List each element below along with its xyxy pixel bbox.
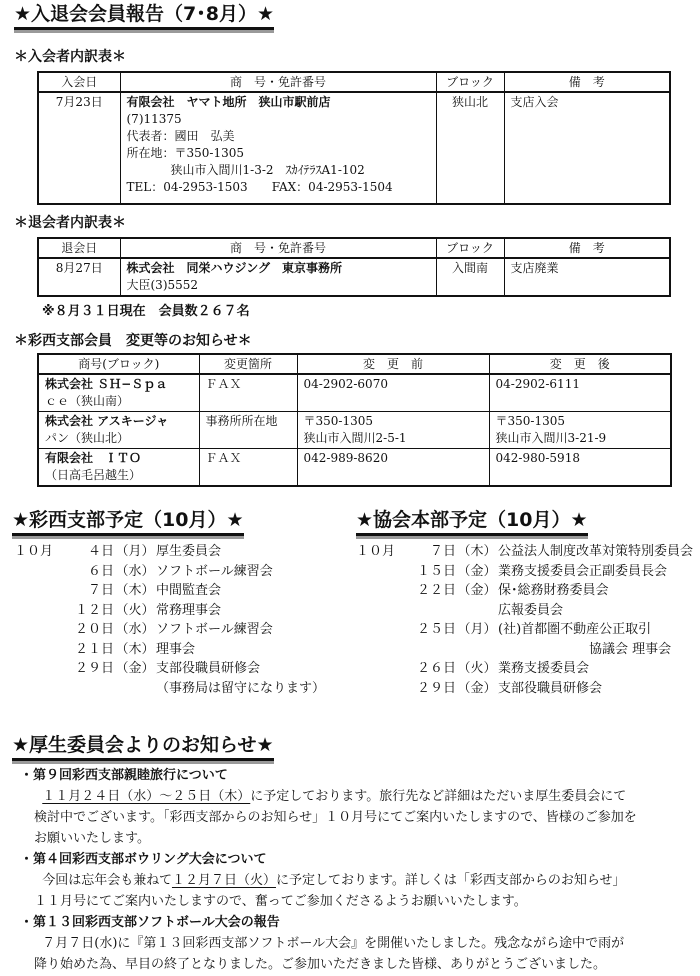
schedule-day: ７日 <box>87 583 114 598</box>
schedule-item <box>14 679 325 699</box>
notice-text: 検討中でございます。「彩西支部からのお知らせ」１０月号にてご案内いたしますので、皆様のご参加を <box>34 810 637 825</box>
schedule-weekday: （火） <box>457 661 497 676</box>
schedule-month <box>14 679 70 699</box>
schedule-weekday: （金） <box>457 583 497 598</box>
schedule-item <box>14 601 325 621</box>
schedule-event: 業務支援委員会正副委員長会 <box>498 563 668 579</box>
schedule-month <box>14 601 70 621</box>
table-row <box>38 412 671 449</box>
notice-heading: ・第４回彩西支部ボウリング大会について <box>20 852 267 867</box>
join-table-heading: ＊入会者内訳表＊ <box>14 49 126 65</box>
before-value: 042-989-8620 <box>303 451 388 465</box>
schedule-event: 公益法人制度改革対策特別委員会 <box>498 544 694 559</box>
after-cell <box>489 374 671 412</box>
schedule-day: ４日 <box>87 544 114 559</box>
after-value: 04-2902-6111 <box>495 377 580 391</box>
schedule-day: １５日 <box>416 563 456 579</box>
notice-text: お願いいたします。 <box>34 831 150 846</box>
notice-text: ７月７日(水)に『第１３回彩西支部ソフトボール大会』を開催いたしました。残念ながら途中で雨が <box>42 936 625 951</box>
schedule-event: 協議会 理事会 <box>498 641 672 657</box>
before-value: 〒350-1305 <box>303 414 373 428</box>
address-line: 狭山市入間川1-3-2 ｽｶｲﾃﾗｽA1-102 <box>170 163 365 177</box>
table-row <box>38 92 670 204</box>
schedule-day: ２１日 <box>74 641 114 657</box>
schedule-month: １０月 <box>356 544 396 559</box>
schedule-day: ６日 <box>87 563 114 579</box>
col-header-company: 商 号・免許番号 <box>120 72 436 92</box>
schedule-event: 理事会 <box>156 641 196 657</box>
notice-paragraph <box>20 870 680 912</box>
before-cell <box>297 449 489 487</box>
schedule-item <box>356 562 693 582</box>
schedule-item <box>14 562 325 582</box>
schedule-item <box>356 620 693 640</box>
before-value: 04-2902-6070 <box>303 377 388 391</box>
change-table-heading: ＊彩西支部会員 変更等のお知らせ＊ <box>14 333 252 349</box>
company-cell <box>38 449 199 487</box>
schedule-event: 支部役職員研修会 <box>498 680 603 696</box>
schedule-weekday: （金） <box>115 661 155 676</box>
schedule-month <box>14 659 70 679</box>
after-value: 042-980-5918 <box>495 451 580 465</box>
schedule-item <box>356 601 693 621</box>
col-header-block: ブロック <box>436 72 504 92</box>
bowling-date: １２月７日（火） <box>171 873 276 888</box>
after-cell <box>489 449 671 487</box>
leave-table-heading: ＊退会者内訳表＊ <box>14 215 126 231</box>
schedule-month <box>14 581 70 601</box>
before-cell <box>297 374 489 412</box>
after-value-line2: 狭山市入間川3-21-9 <box>495 431 607 445</box>
block: 入間南 <box>436 258 504 296</box>
welfare-notice-body <box>20 765 680 975</box>
schedule-event: (社)首都圏不動産公正取引 <box>498 622 652 637</box>
schedule-day: ２２日 <box>416 583 456 598</box>
hq-schedule <box>356 542 693 698</box>
join-table <box>37 71 671 205</box>
contact: TEL：04-2953-1503 FAX：04-2953-1504 <box>126 180 393 194</box>
col-header-company: 商 号・免許番号 <box>120 238 436 258</box>
schedule-day: ２９日 <box>74 661 114 676</box>
col-header-company: 商号(ブロック) <box>38 354 199 374</box>
schedule-day: ２９日 <box>416 680 456 696</box>
license-number: (7)11375 <box>126 112 182 126</box>
schedule-weekday: （金） <box>457 680 497 696</box>
schedule-weekday: （水） <box>115 563 155 579</box>
schedule-event: ソフトボール練習会 <box>156 563 273 579</box>
schedule-event: 保･総務財務委員会 <box>498 583 609 598</box>
notice-text: 今回は忘年会も兼ねて <box>42 873 172 888</box>
schedule-weekday <box>114 679 156 699</box>
table-row <box>38 258 670 296</box>
changed-field: ＦＡＸ <box>199 449 297 487</box>
schedule-item <box>14 581 325 601</box>
schedule-weekday: （水） <box>115 622 155 637</box>
join-date: 7月23日 <box>38 92 120 204</box>
schedule-day <box>412 601 456 621</box>
before-cell <box>297 412 489 449</box>
schedule-event: 広報委員会 <box>498 602 564 618</box>
note: 支店入会 <box>504 92 670 204</box>
schedule-month <box>356 679 412 699</box>
schedule-item <box>356 659 693 679</box>
company-name: 有限会社 ヤマト地所 狭山市駅前店 <box>126 95 331 109</box>
company-name: 有限会社 ＩＴＯ <box>45 451 142 465</box>
notice-paragraph <box>20 933 680 975</box>
schedule-item <box>356 640 693 660</box>
schedule-month <box>356 659 412 679</box>
schedule-weekday: （木） <box>115 583 155 598</box>
schedule-event: 中間監査会 <box>156 583 222 598</box>
schedule-month <box>14 620 70 640</box>
notice-heading: ・第１３回彩西支部ソフトボール大会の報告 <box>20 915 280 930</box>
schedule-weekday: （金） <box>457 563 497 579</box>
col-header-after: 変 更 後 <box>489 354 671 374</box>
schedule-month <box>356 620 412 640</box>
schedule-item <box>14 620 325 640</box>
schedule-day: １２日 <box>74 602 114 618</box>
hq-schedule-title: ★協会本部予定（10月）★ <box>356 508 588 536</box>
schedule-weekday: （木） <box>457 544 497 559</box>
col-header-note: 備 考 <box>504 238 670 258</box>
schedule-month <box>14 562 70 582</box>
changed-field: ＦＡＸ <box>199 374 297 412</box>
company-name-cont: パン（狭山北） <box>45 431 130 445</box>
company-cell <box>38 412 199 449</box>
leave-table <box>37 237 671 297</box>
schedule-weekday: （木） <box>115 641 155 657</box>
schedule-day: ２６日 <box>416 661 456 676</box>
col-header-leave-date: 退会日 <box>38 238 120 258</box>
schedule-day <box>70 679 114 699</box>
notice-paragraph <box>20 786 680 849</box>
before-value-line2: 狭山市入間川2-5-1 <box>303 431 407 445</box>
changed-field: 事務所所在地 <box>199 412 297 449</box>
col-header-join-date: 入会日 <box>38 72 120 92</box>
after-cell <box>489 412 671 449</box>
notice-text: に予定しております。旅行先など詳細はただいま厚生委員会にて <box>250 789 627 804</box>
schedule-item <box>356 581 693 601</box>
schedule-event: 厚生委員会 <box>156 544 222 559</box>
change-table <box>37 353 672 487</box>
schedule-month <box>356 640 412 660</box>
schedule-month <box>356 562 412 582</box>
notice-text: に予定しております。詳しくは「彩西支部からのお知らせ」 <box>275 873 626 888</box>
company-name-cont: （日高毛呂越生） <box>45 468 142 482</box>
schedule-weekday: （月） <box>115 544 155 559</box>
company-name: 株式会社 アスキージャ <box>45 414 169 428</box>
member-count-note: ※８月３１日現在 会員数２６７名 <box>42 304 250 319</box>
schedule-event: 支部役職員研修会 <box>156 661 261 676</box>
table-row <box>38 374 671 412</box>
schedule-weekday <box>456 601 498 621</box>
branch-schedule <box>14 542 325 698</box>
schedule-weekday <box>456 640 498 660</box>
schedule-day: ２０日 <box>74 622 114 637</box>
notice-text: 降り始めた為、早目の終了となりました。ご参加いただきました皆様、ありがとうございました。 <box>34 957 607 972</box>
schedule-day: ７日 <box>429 544 456 559</box>
notice-heading: ・第９回彩西支部親睦旅行について <box>20 768 228 783</box>
after-value: 〒350-1305 <box>495 414 565 428</box>
schedule-event: 業務支援委員会 <box>498 661 590 676</box>
schedule-item <box>356 542 693 562</box>
notice-text: １１月号にてご案内いたしますので、奮ってご参加くださるようお願いいたします。 <box>34 894 527 909</box>
schedule-month <box>356 601 412 621</box>
schedule-item <box>14 659 325 679</box>
schedule-month <box>14 640 70 660</box>
note: 支店廃業 <box>504 258 670 296</box>
trip-dates: １１月２４日（水）～２５日（木） <box>42 789 251 804</box>
col-header-field: 変更箇所 <box>199 354 297 374</box>
schedule-item <box>356 679 693 699</box>
company-name: 株式会社 ＳＨ−Ｓｐａ <box>45 377 168 391</box>
table-row <box>38 449 671 487</box>
report-title: ★入退会会員報告（7･8月）★ <box>14 2 274 30</box>
company-name-cont: ｃｅ（狭山南） <box>45 394 130 408</box>
col-header-block: ブロック <box>436 238 504 258</box>
company-cell <box>38 374 199 412</box>
representative: 代表者：國田 弘美 <box>126 129 235 143</box>
schedule-event: ソフトボール練習会 <box>156 622 273 637</box>
company-name: 株式会社 同栄ハウジング 東京事務所 <box>126 261 342 275</box>
company-cell <box>120 258 436 296</box>
schedule-day: ２５日 <box>416 622 456 637</box>
block: 狭山北 <box>436 92 504 204</box>
license-number: 大臣(3)5552 <box>126 278 199 292</box>
schedule-weekday: （月） <box>457 622 497 637</box>
schedule-month: １０月 <box>14 544 54 559</box>
company-cell <box>120 92 436 204</box>
schedule-day <box>412 640 456 660</box>
col-header-before: 変 更 前 <box>297 354 489 374</box>
col-header-note: 備 考 <box>504 72 670 92</box>
schedule-weekday: （火） <box>115 602 155 618</box>
schedule-month <box>356 581 412 601</box>
address-label: 所在地：〒350-1305 <box>126 146 244 160</box>
schedule-item <box>14 640 325 660</box>
leave-date: 8月27日 <box>38 258 120 296</box>
schedule-event: （事務局は留守になります） <box>156 680 326 696</box>
branch-schedule-title: ★彩西支部予定（10月）★ <box>12 508 244 536</box>
schedule-item <box>14 542 325 562</box>
welfare-notice-title: ★厚生委員会よりのお知らせ★ <box>12 733 274 761</box>
schedule-event: 常務理事会 <box>156 602 222 618</box>
